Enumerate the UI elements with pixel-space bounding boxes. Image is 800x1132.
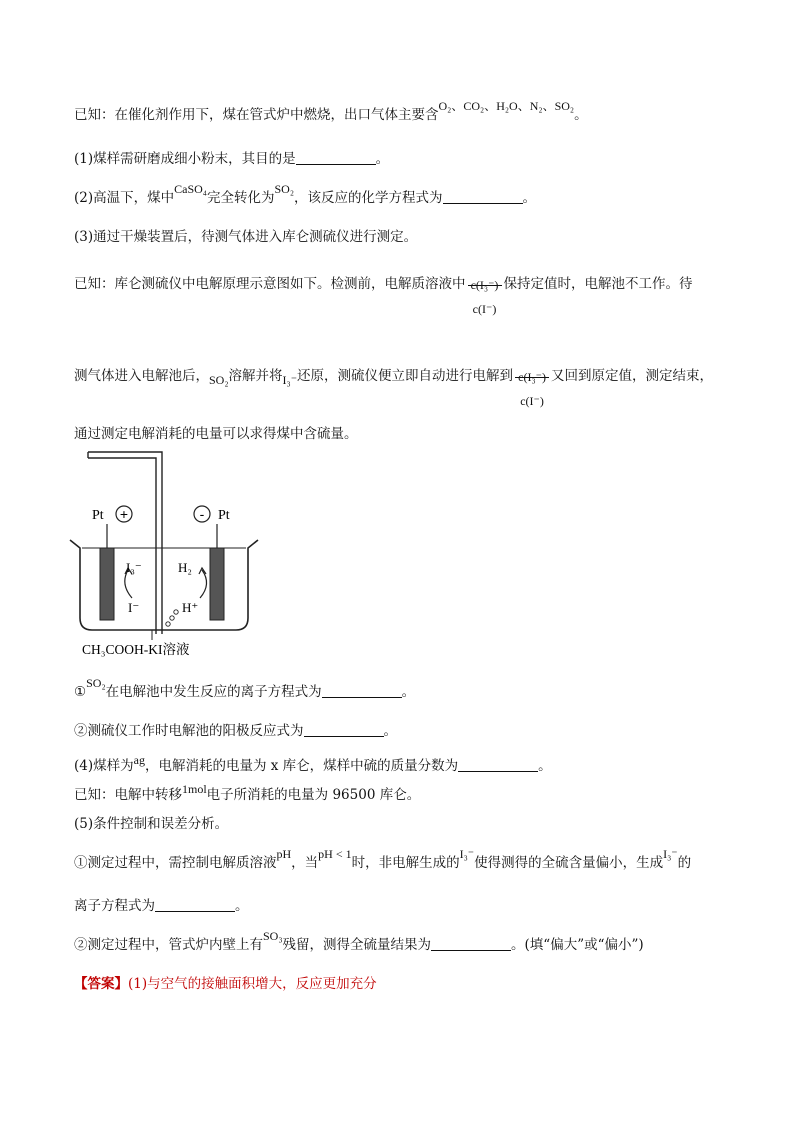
question-1-blank bbox=[296, 150, 376, 165]
ph-symbol: pH bbox=[276, 847, 292, 861]
question-2-text-c: ，该反应的化学方程式为 bbox=[294, 190, 443, 206]
sub-question-2 bbox=[74, 722, 397, 740]
question-2-blank bbox=[443, 189, 523, 204]
ratio-fraction-1 bbox=[468, 263, 502, 316]
answer-text: (1)与空气的接触面积增大，反应更加充分 bbox=[128, 976, 377, 992]
fraction-numerator: c(I₃⁻) bbox=[518, 369, 546, 384]
question-2-text-a: (2)高温下，煤中 bbox=[74, 190, 175, 206]
ratio-fraction-2 bbox=[515, 355, 549, 408]
question-4-text-a: (4)煤样为 bbox=[74, 758, 134, 774]
sub-question-4-blank bbox=[431, 936, 511, 951]
known-electrolysis-text-b: 保持定值时，电解池不工作。待 bbox=[503, 276, 693, 292]
sub-question-3-text-c: 时，非电解生成的 bbox=[351, 855, 460, 871]
formula-i3: I₃⁻ bbox=[459, 847, 475, 861]
mass-ag: ag bbox=[133, 753, 145, 767]
sub-question-3-continued bbox=[74, 897, 249, 915]
intro-text: 已知：在催化剂作用下，煤在管式炉中燃烧，出口气体主要含 bbox=[74, 107, 439, 123]
sub-question-4-text-b: 残留，测得全硫量结果为 bbox=[282, 937, 432, 953]
sub-question-1 bbox=[74, 676, 416, 701]
known-electrolysis-text-a: 已知：库仑测硫仪中电解原理示意图如下。检测前，电解质溶液中 bbox=[74, 276, 466, 292]
beaker bbox=[70, 540, 258, 630]
sub-question-3-end: 。 bbox=[235, 898, 249, 914]
question-5 bbox=[74, 815, 228, 833]
positive-sign: + bbox=[119, 506, 129, 522]
gas-inlet-tube-inner bbox=[88, 458, 156, 634]
question-1-text: (1)煤样需研磨成细小粉末，其目的是 bbox=[74, 151, 296, 167]
formula-so2: SO₂ bbox=[86, 676, 106, 690]
compound-caso4: CaSO₄ bbox=[174, 182, 207, 196]
sub-question-4 bbox=[74, 929, 644, 954]
sub-question-1-text: 在电解池中发生反应的离子方程式为 bbox=[105, 684, 322, 700]
question-4-end: 。 bbox=[538, 758, 552, 774]
known-measure-text-d: 又回到原定值，测定结束， bbox=[551, 368, 714, 384]
sub-question-4-text-a: ②测定过程中，管式炉内壁上有 bbox=[74, 937, 263, 953]
intro-end: 。 bbox=[574, 107, 588, 123]
known-charge-text-a: 已知：电解中转移 bbox=[74, 787, 182, 803]
anode-electrode bbox=[100, 548, 114, 620]
known-sulfur-text: 通过测定电解消耗的电量可以求得煤中含硫量。 bbox=[74, 426, 358, 442]
known-measure-text-a: 测气体进入电解池后， bbox=[74, 368, 209, 384]
fraction-bar bbox=[468, 285, 502, 286]
compound-so2: SO₂ bbox=[274, 182, 295, 196]
question-3-text: (3)通过干燥装置后，待测气体进入库仑测硫仪进行测定。 bbox=[74, 229, 418, 245]
known-measure-text-c: 还原，测硫仪便立即自动进行电解到 bbox=[297, 368, 514, 384]
question-4-blank bbox=[458, 757, 538, 772]
intro-gases: O₂、CO₂、H₂O、N₂、SO₂ bbox=[438, 99, 575, 113]
fraction-numerator: c(I₃⁻) bbox=[470, 277, 499, 292]
cathode-product-label: H₂ bbox=[178, 560, 192, 575]
sub-question-1-end: 。 bbox=[401, 684, 416, 700]
gas-bubble bbox=[170, 616, 174, 620]
question-3 bbox=[74, 228, 417, 246]
fraction-bar bbox=[515, 377, 549, 378]
sub-question-1-blank bbox=[322, 683, 402, 698]
sub-question-2-blank bbox=[304, 722, 384, 737]
fraction-denominator: c(I⁻) bbox=[472, 301, 497, 316]
sub-question-3 bbox=[74, 847, 692, 872]
sub-question-1-marker: ① bbox=[74, 684, 87, 700]
known-charge-text-b: 电子所消耗的电量为 96500 库仑。 bbox=[206, 787, 421, 803]
answer-line bbox=[74, 975, 377, 993]
sub-question-3-text-e: 的 bbox=[677, 855, 692, 871]
sub-question-2-text: ②测硫仪工作时电解池的阳极反应式为 bbox=[74, 723, 304, 739]
gas-inlet-tube bbox=[88, 452, 162, 634]
question-1-end: 。 bbox=[375, 151, 390, 167]
question-1 bbox=[74, 150, 389, 168]
sub-question-4-end: 。(填“偏大”或“偏小”) bbox=[511, 937, 644, 953]
sub-question-3-text-b: ，当 bbox=[291, 855, 319, 871]
cathode-electrode bbox=[210, 548, 224, 620]
known-electrolysis-line bbox=[74, 262, 693, 316]
fraction-denominator: c(I⁻) bbox=[520, 393, 544, 408]
question-2 bbox=[74, 182, 537, 207]
one-mol: 1mol bbox=[182, 782, 207, 796]
sub-question-3-blank bbox=[155, 897, 235, 912]
left-electrode-label: Pt bbox=[92, 508, 104, 523]
question-2-text-b: 完全转化为 bbox=[206, 190, 275, 206]
cathode-reactant-label: H⁺ bbox=[182, 600, 199, 615]
electrolysis-cell-diagram bbox=[66, 448, 266, 660]
known-charge-line bbox=[74, 782, 421, 804]
known-measure-line bbox=[74, 354, 714, 408]
known-measure-text-b: 溶解并将 bbox=[228, 368, 283, 384]
gas-bubble bbox=[166, 622, 170, 626]
anode-reactant-label: I⁻ bbox=[128, 600, 140, 615]
formula-so2: SO₂ bbox=[209, 373, 229, 387]
question-5-text: (5)条件控制和误差分析。 bbox=[74, 816, 229, 832]
anode-product-label: I₃⁻ bbox=[126, 560, 142, 575]
question-2-end: 。 bbox=[522, 190, 537, 206]
formula-i3: I₃⁻ bbox=[282, 373, 298, 387]
intro-line bbox=[74, 99, 588, 124]
solution-label: CH₃COOH-KI溶液 bbox=[82, 642, 190, 657]
sub-question-3-text-f: 离子方程式为 bbox=[74, 898, 155, 914]
ph-condition: pH < 1 bbox=[318, 847, 352, 861]
question-4-text-b: ，电解消耗的电量为 x 库仑，煤样中硫的质量分数为 bbox=[144, 758, 459, 774]
negative-sign: - bbox=[199, 506, 205, 522]
question-4 bbox=[74, 753, 552, 775]
formula-so3: SO₃ bbox=[263, 929, 283, 943]
answer-tag: 【答案】 bbox=[74, 976, 128, 992]
sub-question-3-text-a: ①测定过程中，需控制电解质溶液 bbox=[74, 855, 277, 871]
gas-bubble bbox=[174, 610, 178, 614]
known-sulfur-line bbox=[74, 425, 358, 443]
sub-question-2-end: 。 bbox=[383, 723, 397, 739]
sub-question-3-text-d: 使得测得的全硫含量偏小，生成 bbox=[474, 855, 664, 871]
formula-i3: I₃⁻ bbox=[663, 847, 678, 861]
right-electrode-label: Pt bbox=[218, 508, 230, 523]
